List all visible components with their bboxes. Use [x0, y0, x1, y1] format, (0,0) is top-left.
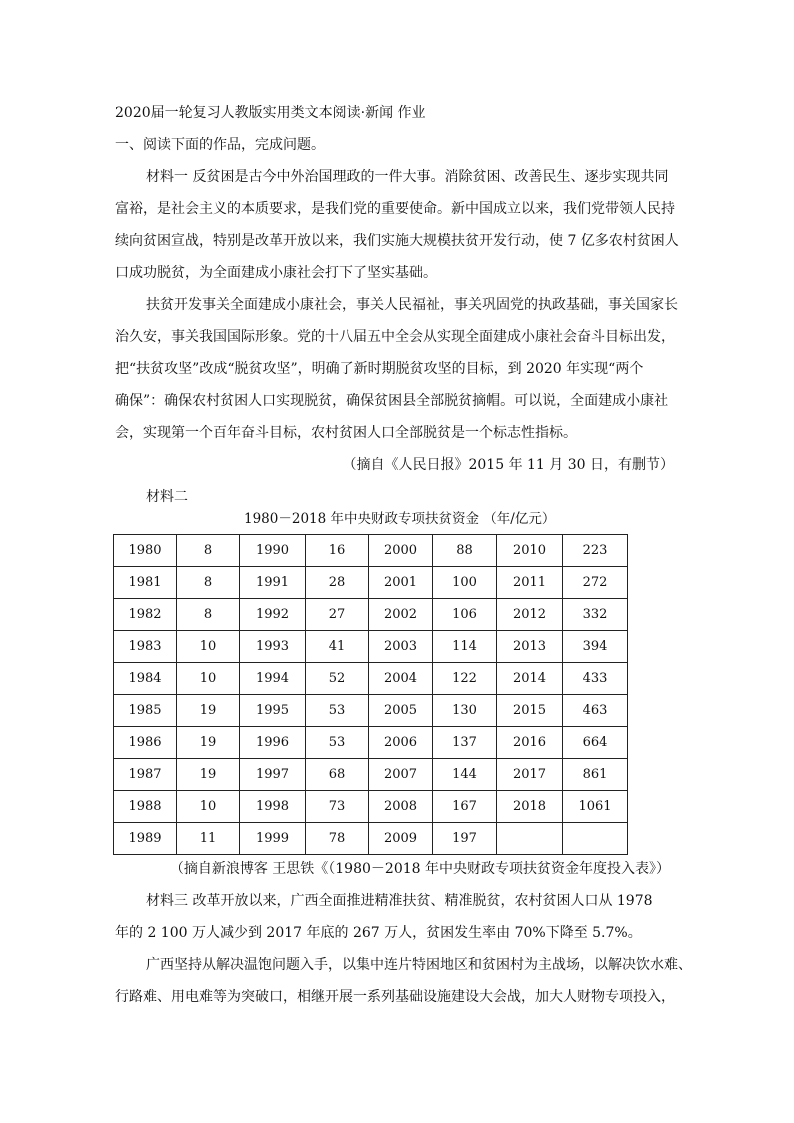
amount-cell: 463: [563, 695, 628, 727]
table-row: [114, 727, 628, 759]
year-cell: 1983: [114, 631, 177, 663]
material3-line-3: 广西坚持从解决温饱问题入手，以集中连片特困地区和贫困村为主战场，以解决饮水难、: [146, 957, 692, 973]
amount-cell: 144: [433, 759, 497, 791]
section-heading: 一、阅读下面的作品，完成问题。: [115, 137, 325, 153]
amount-cell: 19: [177, 695, 240, 727]
material1-line-9: 会，实现第一个百年奋斗目标，农村贫困人口全部脱贫是一个标志性指标。: [115, 425, 577, 441]
year-cell: 2013: [497, 631, 563, 663]
year-cell: 2009: [369, 823, 433, 855]
year-cell: 2004: [369, 663, 433, 695]
amount-cell: 861: [563, 759, 628, 791]
year-cell: 1986: [114, 727, 177, 759]
amount-cell: 11: [177, 823, 240, 855]
amount-cell: 272: [563, 567, 628, 599]
year-cell: 2002: [369, 599, 433, 631]
year-cell: 2001: [369, 567, 433, 599]
amount-cell: 16: [306, 535, 369, 567]
amount-cell: 19: [177, 759, 240, 791]
amount-cell: 394: [563, 631, 628, 663]
amount-cell: 130: [433, 695, 497, 727]
year-cell: 2011: [497, 567, 563, 599]
table-row: [114, 599, 628, 631]
funding-table: [113, 534, 628, 855]
year-cell: 2017: [497, 759, 563, 791]
year-cell: 1995: [240, 695, 306, 727]
amount-cell: 10: [177, 791, 240, 823]
year-cell: 1991: [240, 567, 306, 599]
year-cell: 1982: [114, 599, 177, 631]
amount-cell: 8: [177, 599, 240, 631]
year-cell: 1997: [240, 759, 306, 791]
amount-cell: 8: [177, 567, 240, 599]
year-cell: 1990: [240, 535, 306, 567]
year-cell: 2008: [369, 791, 433, 823]
year-cell: 2010: [497, 535, 563, 567]
year-cell: 1994: [240, 663, 306, 695]
year-cell: 2018: [497, 791, 563, 823]
amount-cell: 52: [306, 663, 369, 695]
amount-cell: 664: [563, 727, 628, 759]
table-row: [114, 631, 628, 663]
year-cell: 2000: [369, 535, 433, 567]
material1-line-1: 材料一 反贫困是古今中外治国理政的一件大事。消除贫困、改善民生、逐步实现共同: [146, 169, 669, 185]
amount-cell: 10: [177, 631, 240, 663]
year-cell: 1989: [114, 823, 177, 855]
year-cell: 1992: [240, 599, 306, 631]
year-cell: 1999: [240, 823, 306, 855]
amount-cell: 8: [177, 535, 240, 567]
table-title: 1980－2018 年中央财政专项扶贫资金 （年/亿元）: [244, 511, 556, 527]
year-cell: 2016: [497, 727, 563, 759]
year-cell: 2015: [497, 695, 563, 727]
material1-line-7: 把“扶贫攻坚”改成“脱贫攻坚”，明确了新时期脱贫攻坚的目标，到 2020 年实现“两个: [115, 361, 644, 377]
amount-cell: 1061: [563, 791, 628, 823]
year-cell: 2014: [497, 663, 563, 695]
year-cell: 2012: [497, 599, 563, 631]
material2-label: 材料二: [146, 489, 188, 505]
amount-cell: 197: [433, 823, 497, 855]
year-cell: 2007: [369, 759, 433, 791]
amount-cell: 223: [563, 535, 628, 567]
amount-cell: 53: [306, 695, 369, 727]
amount-cell: 332: [563, 599, 628, 631]
year-cell: 1981: [114, 567, 177, 599]
material3-line-2: 年的 2 100 万人减少到 2017 年底的 267 万人，贫困发生率由 70%下降至 5.7%。: [115, 925, 642, 941]
material3-line-4: 行路难、用电难等为突破口，相继开展一系列基础设施建设大会战，加大人财物专项投入，: [115, 989, 675, 1005]
year-cell: [497, 823, 563, 855]
amount-cell: 28: [306, 567, 369, 599]
material1-line-4: 口成功脱贫，为全面建成小康社会打下了坚实基础。: [115, 265, 437, 281]
amount-cell: 53: [306, 727, 369, 759]
amount-cell: 100: [433, 567, 497, 599]
material1-line-3: 续向贫困宣战，特别是改革开放以来，我们实施大规模扶贫开发行动，使 7 亿多农村贫困人: [115, 233, 679, 249]
table-row: [114, 567, 628, 599]
amount-cell: 19: [177, 727, 240, 759]
year-cell: 1996: [240, 727, 306, 759]
material2-source: （摘自新浪博客 王思铁《（1980－2018 年中央财政专项扶贫资金年度投入表》）: [169, 861, 670, 877]
year-cell: 2003: [369, 631, 433, 663]
table-row: [114, 823, 628, 855]
amount-cell: 122: [433, 663, 497, 695]
year-cell: 1980: [114, 535, 177, 567]
amount-cell: 73: [306, 791, 369, 823]
amount-cell: 114: [433, 631, 497, 663]
amount-cell: 78: [306, 823, 369, 855]
table-row: [114, 695, 628, 727]
year-cell: 2006: [369, 727, 433, 759]
amount-cell: [563, 823, 628, 855]
table-row: [114, 759, 628, 791]
amount-cell: 41: [306, 631, 369, 663]
year-cell: 1988: [114, 791, 177, 823]
material3-line-1: 材料三 改革开放以来，广西全面推进精准扶贫、精准脱贫，农村贫困人口从 1978: [146, 893, 653, 909]
table-row: [114, 663, 628, 695]
amount-cell: 27: [306, 599, 369, 631]
document-title: 2020届一轮复习人教版实用类文本阅读·新闻 作业: [115, 105, 426, 121]
year-cell: 1987: [114, 759, 177, 791]
year-cell: 1984: [114, 663, 177, 695]
table-row: [114, 535, 628, 567]
amount-cell: 68: [306, 759, 369, 791]
amount-cell: 433: [563, 663, 628, 695]
amount-cell: 88: [433, 535, 497, 567]
table-row: [114, 791, 628, 823]
year-cell: 1998: [240, 791, 306, 823]
amount-cell: 10: [177, 663, 240, 695]
material1-line-5: 扶贫开发事关全面建成小康社会，事关人民福祉，事关巩固党的执政基础，事关国家长: [146, 297, 678, 313]
material1-line-2: 富裕，是社会主义的本质要求，是我们党的重要使命。新中国成立以来，我们党带领人民持: [115, 201, 675, 217]
material1-line-8: 确保”：确保农村贫困人口实现脱贫，确保贫困县全部脱贫摘帽。可以说，全面建成小康社: [115, 393, 669, 409]
amount-cell: 106: [433, 599, 497, 631]
amount-cell: 167: [433, 791, 497, 823]
year-cell: 1985: [114, 695, 177, 727]
funding-table-body: [114, 535, 628, 855]
material1-source: （摘自《人民日报》2015 年 11 月 30 日，有删节）: [342, 457, 674, 473]
amount-cell: 137: [433, 727, 497, 759]
year-cell: 2005: [369, 695, 433, 727]
material1-line-6: 治久安，事关我国国际形象。党的十八届五中全会从实现全面建成小康社会奋斗目标出发，: [115, 329, 675, 345]
year-cell: 1993: [240, 631, 306, 663]
